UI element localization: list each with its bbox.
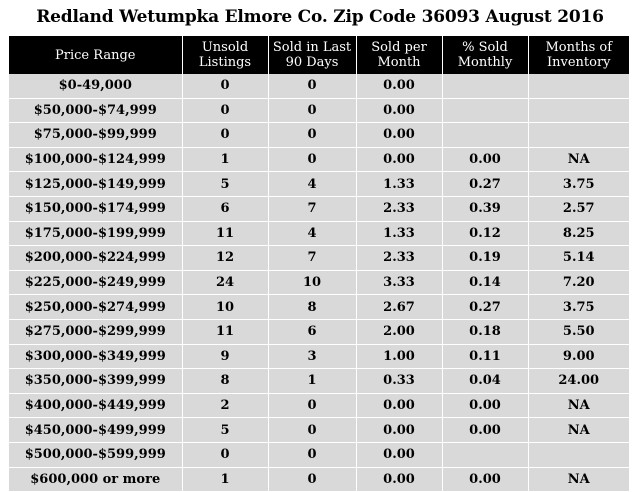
- cell-sold-last-90-days: 7: [268, 196, 356, 221]
- cell-price-range: $300,000-$349,999: [9, 344, 182, 369]
- cell-unsold-listings: 11: [182, 319, 268, 344]
- cell-sold-last-90-days: 0: [268, 418, 356, 443]
- cell-percent-sold-monthly: 0.11: [442, 344, 528, 369]
- cell-price-range: $125,000-$149,999: [9, 172, 182, 197]
- cell-percent-sold-monthly: 0.00: [442, 147, 528, 172]
- cell-percent-sold-monthly: 0.00: [442, 393, 528, 418]
- cell-sold-per-month: 0.00: [356, 418, 442, 443]
- cell-sold-per-month: 2.33: [356, 196, 442, 221]
- table-row: [9, 246, 629, 271]
- cell-sold-last-90-days: 0: [268, 123, 356, 148]
- cell-unsold-listings: 5: [182, 172, 268, 197]
- cell-sold-per-month: 0.00: [356, 442, 442, 467]
- cell-sold-last-90-days: 0: [268, 147, 356, 172]
- cell-unsold-listings: 2: [182, 393, 268, 418]
- cell-months-of-inventory: 3.75: [528, 172, 629, 197]
- table-row: [9, 344, 629, 369]
- cell-months-of-inventory: 8.25: [528, 221, 629, 246]
- cell-percent-sold-monthly: [442, 123, 528, 148]
- table-row: [9, 74, 629, 98]
- cell-price-range: $400,000-$449,999: [9, 393, 182, 418]
- table-row: [9, 295, 629, 320]
- cell-months-of-inventory: 9.00: [528, 344, 629, 369]
- page-title: Redland Wetumpka Elmore Co. Zip Code 36093 August 2016: [36, 7, 604, 27]
- inventory-table: [9, 36, 629, 492]
- cell-sold-last-90-days: 10: [268, 270, 356, 295]
- cell-percent-sold-monthly: 0.18: [442, 319, 528, 344]
- cell-sold-per-month: 0.00: [356, 467, 442, 492]
- column-header-unsold-listings: Unsold Listings: [182, 36, 268, 74]
- cell-price-range: $200,000-$224,999: [9, 246, 182, 271]
- cell-sold-last-90-days: 0: [268, 467, 356, 492]
- cell-percent-sold-monthly: 0.12: [442, 221, 528, 246]
- cell-months-of-inventory: [528, 74, 629, 98]
- cell-unsold-listings: 1: [182, 147, 268, 172]
- table-row: [9, 442, 629, 467]
- cell-sold-last-90-days: 8: [268, 295, 356, 320]
- cell-price-range: $225,000-$249,999: [9, 270, 182, 295]
- cell-sold-last-90-days: 4: [268, 172, 356, 197]
- cell-months-of-inventory: 5.14: [528, 246, 629, 271]
- cell-sold-per-month: 1.00: [356, 344, 442, 369]
- cell-price-range: $250,000-$274,999: [9, 295, 182, 320]
- table-row: [9, 172, 629, 197]
- column-header-sold-per-month: Sold per Month: [356, 36, 442, 74]
- cell-percent-sold-monthly: 0.14: [442, 270, 528, 295]
- cell-percent-sold-monthly: 0.19: [442, 246, 528, 271]
- table-row: [9, 123, 629, 148]
- cell-price-range: $600,000 or more: [9, 467, 182, 492]
- cell-price-range: $50,000-$74,999: [9, 98, 182, 123]
- cell-sold-per-month: 0.00: [356, 74, 442, 98]
- cell-sold-per-month: 3.33: [356, 270, 442, 295]
- cell-sold-per-month: 2.33: [356, 246, 442, 271]
- cell-months-of-inventory: NA: [528, 393, 629, 418]
- cell-percent-sold-monthly: 0.39: [442, 196, 528, 221]
- cell-percent-sold-monthly: 0.00: [442, 467, 528, 492]
- cell-sold-per-month: 0.00: [356, 147, 442, 172]
- cell-months-of-inventory: [528, 123, 629, 148]
- cell-sold-per-month: 0.33: [356, 369, 442, 394]
- column-header-price-range: Price Range: [9, 36, 182, 74]
- cell-percent-sold-monthly: 0.04: [442, 369, 528, 394]
- cell-months-of-inventory: NA: [528, 147, 629, 172]
- cell-percent-sold-monthly: 0.27: [442, 295, 528, 320]
- cell-months-of-inventory: 2.57: [528, 196, 629, 221]
- cell-sold-last-90-days: 0: [268, 393, 356, 418]
- cell-price-range: $450,000-$499,999: [9, 418, 182, 443]
- cell-months-of-inventory: 7.20: [528, 270, 629, 295]
- cell-unsold-listings: 0: [182, 442, 268, 467]
- cell-sold-per-month: 0.00: [356, 123, 442, 148]
- table-row: [9, 147, 629, 172]
- cell-sold-per-month: 2.00: [356, 319, 442, 344]
- column-header-percent-sold-monthly: % Sold Monthly: [442, 36, 528, 74]
- cell-price-range: $275,000-$299,999: [9, 319, 182, 344]
- cell-sold-per-month: 2.67: [356, 295, 442, 320]
- cell-price-range: $175,000-$199,999: [9, 221, 182, 246]
- table-row: [9, 196, 629, 221]
- cell-unsold-listings: 0: [182, 123, 268, 148]
- table-row: [9, 418, 629, 443]
- cell-sold-last-90-days: 4: [268, 221, 356, 246]
- cell-unsold-listings: 10: [182, 295, 268, 320]
- cell-unsold-listings: 6: [182, 196, 268, 221]
- table-row: [9, 393, 629, 418]
- cell-unsold-listings: 11: [182, 221, 268, 246]
- table-header: [9, 36, 629, 74]
- cell-unsold-listings: 1: [182, 467, 268, 492]
- cell-sold-per-month: 0.00: [356, 393, 442, 418]
- cell-percent-sold-monthly: [442, 74, 528, 98]
- column-header-sold-last-90-days: Sold in Last 90 Days: [268, 36, 356, 74]
- cell-months-of-inventory: 5.50: [528, 319, 629, 344]
- table-row: [9, 467, 629, 492]
- column-header-months-of-inventory: Months of Inventory: [528, 36, 629, 74]
- table-row: [9, 221, 629, 246]
- cell-price-range: $75,000-$99,999: [9, 123, 182, 148]
- cell-percent-sold-monthly: 0.27: [442, 172, 528, 197]
- cell-sold-last-90-days: 0: [268, 74, 356, 98]
- cell-sold-last-90-days: 0: [268, 98, 356, 123]
- table-row: [9, 270, 629, 295]
- table-row: [9, 319, 629, 344]
- cell-sold-per-month: 1.33: [356, 172, 442, 197]
- cell-price-range: $150,000-$174,999: [9, 196, 182, 221]
- cell-months-of-inventory: 24.00: [528, 369, 629, 394]
- cell-unsold-listings: 12: [182, 246, 268, 271]
- cell-percent-sold-monthly: [442, 442, 528, 467]
- cell-sold-per-month: 0.00: [356, 98, 442, 123]
- cell-sold-last-90-days: 3: [268, 344, 356, 369]
- table-row: [9, 369, 629, 394]
- cell-percent-sold-monthly: 0.00: [442, 418, 528, 443]
- cell-months-of-inventory: NA: [528, 418, 629, 443]
- cell-unsold-listings: 5: [182, 418, 268, 443]
- cell-sold-last-90-days: 1: [268, 369, 356, 394]
- cell-price-range: $500,000-$599,999: [9, 442, 182, 467]
- cell-months-of-inventory: 3.75: [528, 295, 629, 320]
- table-row: [9, 98, 629, 123]
- cell-unsold-listings: 8: [182, 369, 268, 394]
- cell-sold-last-90-days: 6: [268, 319, 356, 344]
- cell-unsold-listings: 0: [182, 98, 268, 123]
- cell-sold-last-90-days: 0: [268, 442, 356, 467]
- cell-price-range: $0-49,000: [9, 74, 182, 98]
- cell-percent-sold-monthly: [442, 98, 528, 123]
- cell-unsold-listings: 24: [182, 270, 268, 295]
- cell-months-of-inventory: [528, 442, 629, 467]
- cell-unsold-listings: 0: [182, 74, 268, 98]
- cell-sold-per-month: 1.33: [356, 221, 442, 246]
- cell-unsold-listings: 9: [182, 344, 268, 369]
- cell-months-of-inventory: NA: [528, 467, 629, 492]
- cell-sold-last-90-days: 7: [268, 246, 356, 271]
- header-row: [9, 36, 629, 74]
- cell-months-of-inventory: [528, 98, 629, 123]
- cell-price-range: $350,000-$399,999: [9, 369, 182, 394]
- table-body: [9, 74, 629, 492]
- cell-price-range: $100,000-$124,999: [9, 147, 182, 172]
